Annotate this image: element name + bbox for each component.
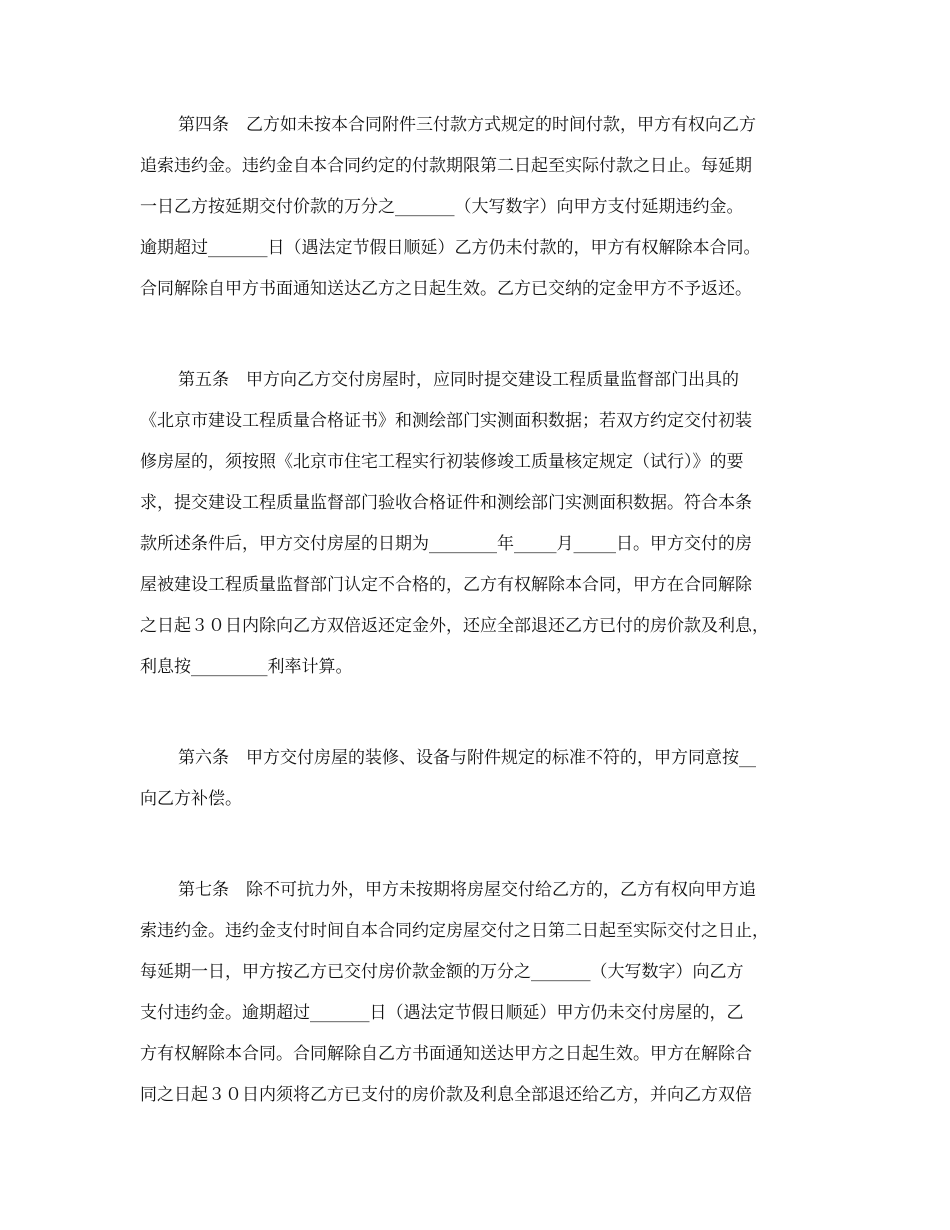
article-7-line-6: 同之日起３０日内须将乙方已支付的房价款及利息全部退还给乙方，并向乙方双倍: [140, 1085, 752, 1105]
article-5-line-4: 求，提交建设工程质量监督部门验收合格证件和测绘部门实测面积数据。符合本条: [140, 493, 752, 513]
article-7-line-2: 索违约金。违约金支付时间自本合同约定房屋交付之日第二日起至实际交付之日止，: [140, 921, 769, 941]
article-6-line-2: 向乙方补偿。: [140, 789, 242, 809]
article-4-line-1: 第四条 乙方如未按本合同附件三付款方式规定的时间付款，甲方有权向乙方: [178, 115, 756, 135]
article-7-line-3: 每延期一日，甲方按乙方已交付房价款金额的万分之_______（大写数字）向乙方: [140, 962, 744, 982]
article-5-line-5: 款所述条件后，甲方交付房屋的日期为________年_____月_____日。甲方交付的房: [140, 534, 752, 554]
article-5-line-2: 《北京市建设工程质量合格证书》和测绘部门实测面积数据；若双方约定交付初装: [140, 411, 752, 431]
article-7-line-1: 第七条 除不可抗力外，甲方未按期将房屋交付给乙方的，乙方有权向甲方追: [178, 880, 756, 900]
article-7-line-4: 支付违约金。逾期超过_______日（遇法定节假日顺延）甲方仍未交付房屋的，乙: [140, 1003, 744, 1023]
article-4-line-2: 追索违约金。违约金自本合同约定的付款期限第二日起至实际付款之日止。每延期: [140, 156, 752, 176]
article-4-line-3: 一日乙方按延期交付价款的万分之_______（大写数字）向甲方支付延期违约金。: [140, 197, 744, 217]
article-7-line-5: 方有权解除本合同。合同解除自乙方书面通知送达甲方之日起生效。甲方在解除合: [140, 1044, 752, 1064]
article-4-line-4: 逾期超过_______日（遇法定节假日顺延）乙方仍未付款的，甲方有权解除本合同。: [140, 238, 761, 258]
article-5-line-7: 之日起３０日内除向乙方双倍返还定金外，还应全部退还乙方已付的房价款及利息，: [140, 616, 769, 636]
article-6-line-1: 第六条 甲方交付房屋的装修、设备与附件规定的标准不符的，甲方同意按__: [178, 748, 756, 768]
article-5-line-6: 屋被建设工程质量监督部门认定不合格的，乙方有权解除本合同，甲方在合同解除: [140, 575, 752, 595]
article-5-line-1: 第五条 甲方向乙方交付房屋时，应同时提交建设工程质量监督部门出具的: [178, 370, 739, 390]
article-4-line-5: 合同解除自甲方书面通知送达乙方之日起生效。乙方已交纳的定金甲方不予返还。: [140, 279, 752, 299]
article-5-line-3: 修房屋的，须按照《北京市住宅工程实行初装修竣工质量核定规定（试行）》的要: [140, 452, 744, 472]
article-5-line-8: 利息按_________利率计算。: [140, 657, 353, 677]
